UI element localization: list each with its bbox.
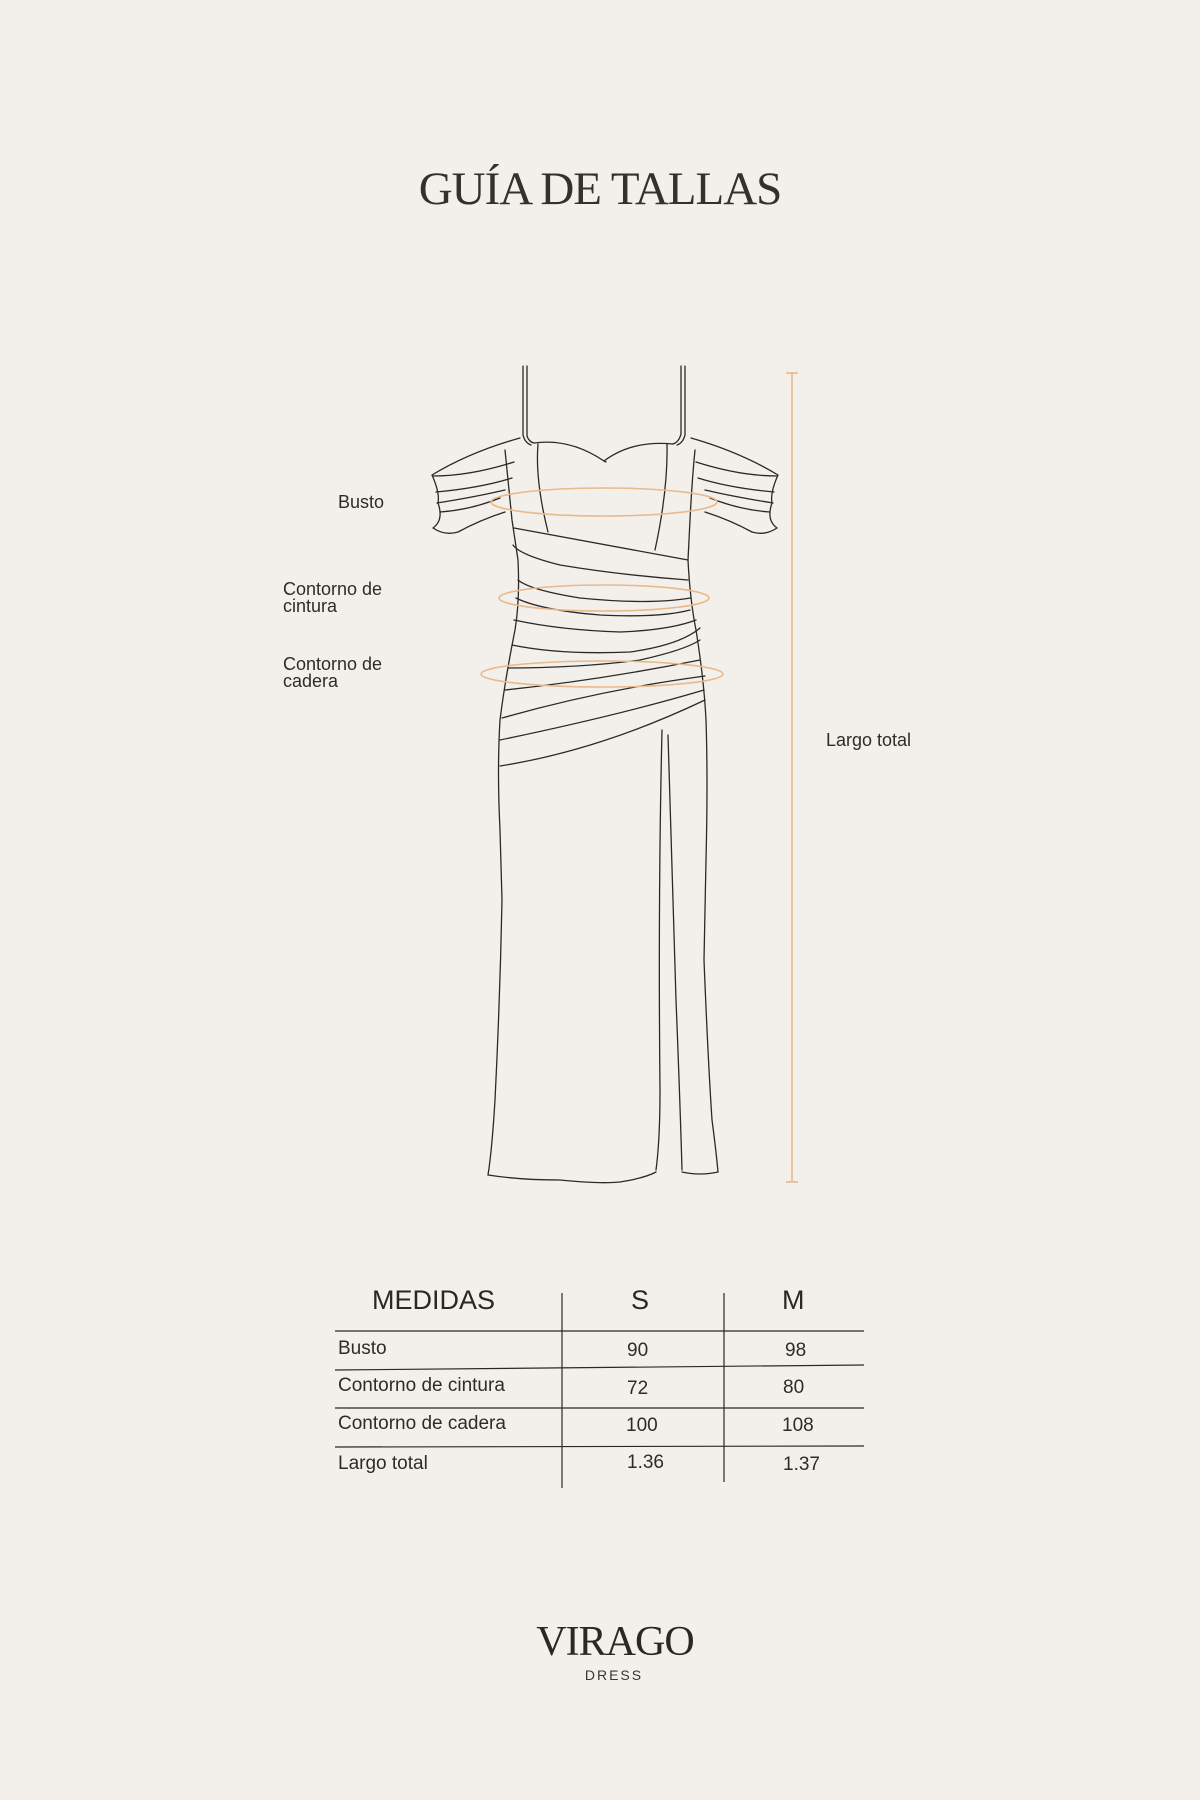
- row-cadera-s: 100: [626, 1415, 658, 1436]
- row-cadera-m: 108: [782, 1415, 814, 1436]
- row-busto-m: 98: [785, 1340, 807, 1361]
- row-largo-m: 1.37: [783, 1454, 820, 1475]
- brand-subtitle: DRESS: [584, 1667, 644, 1683]
- brand-logo: VIRAGO: [536, 1619, 694, 1665]
- row-cadera-label: Contorno de cadera: [338, 1413, 506, 1434]
- label-busto: Busto: [338, 492, 385, 512]
- row-largo-s: 1.36: [627, 1452, 664, 1473]
- header-m: M: [782, 1285, 805, 1315]
- row-cintura-m: 80: [783, 1377, 805, 1398]
- header-s: S: [631, 1285, 650, 1315]
- row-cintura-label: Contorno de cintura: [338, 1375, 505, 1396]
- label-contorno-cintura: Contorno de cintura: [283, 579, 383, 616]
- label-contorno-cadera: Contorno de cadera: [283, 654, 383, 691]
- header-medidas: MEDIDAS: [372, 1285, 496, 1315]
- label-largo-total: Largo total: [826, 730, 912, 750]
- row-busto-label: Busto: [338, 1338, 387, 1359]
- row-busto-s: 90: [627, 1340, 649, 1361]
- row-cintura-s: 72: [627, 1378, 649, 1399]
- page-title: GUÍA DE TALLAS: [418, 163, 782, 215]
- row-largo-label: Largo total: [338, 1453, 428, 1474]
